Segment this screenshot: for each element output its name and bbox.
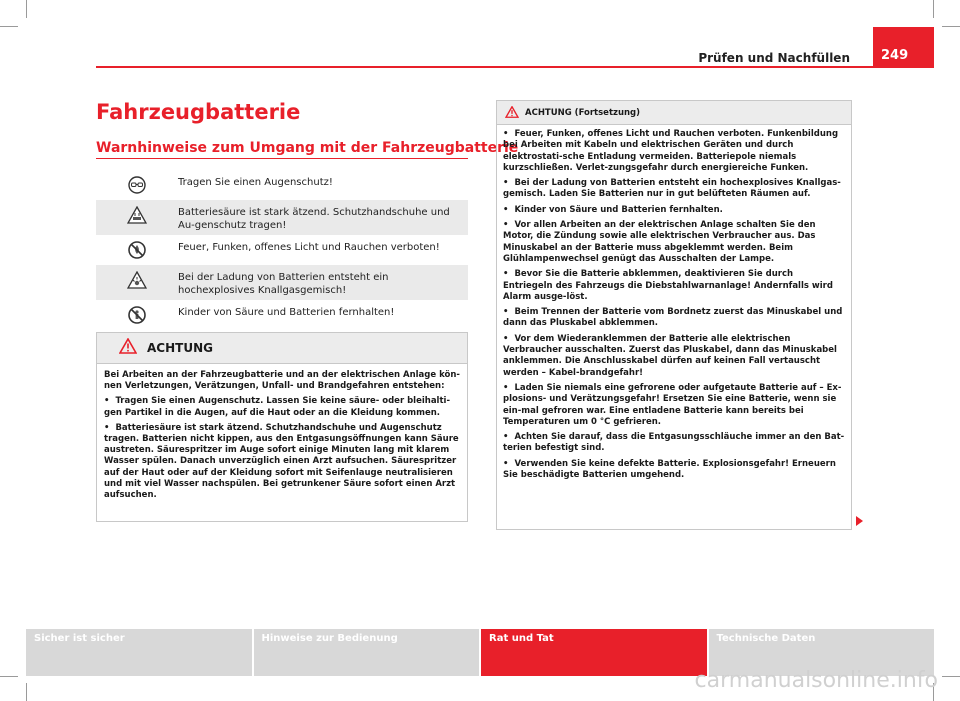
- warning-bullet: • Batteriesäure ist stark ätzend. Schutzhandschuhe und Augenschutz tragen. Batterien nicht kippen, aus den Entgasungsöffnungen kann Säure austreten. Säurespritzer im Auge sofort einige Minuten lang mit klarem Wasser spülen. Danach unverzüglich einen Arzt aufsuchen. Säurespritzer auf der Haut oder auf der Kleidung sofort mit Seifenlauge neutralisieren und mit viel Wasser nachspülen. Bei getrunkener Säure sofort einen Arzt aufsuchen.: [104, 423, 460, 501]
- crop-mark: [26, 0, 27, 18]
- symbol-text: Batteriesäure ist stark ätzend. Schutzhandschuhe und Au-genschutz tragen!: [178, 207, 450, 231]
- symbol-row: [96, 235, 468, 265]
- symbol-text: Feuer, Funken, offenes Licht und Rauchen verboten!: [178, 242, 440, 253]
- warning-bullet: • Vor allen Arbeiten an der elektrischen Anlage schalten Sie den Motor, die Zündung sowie alle elektrischen Verbraucher aus. Das Minuskabel an der Batterie muss abgeklemmt werden. Beim Glühlampenwechsel genügt das Ausschalten der Lampe.: [503, 220, 845, 265]
- explosive-icon: [96, 268, 178, 289]
- symbol-table: [96, 170, 468, 330]
- section-title: Prüfen und Nachfüllen: [698, 51, 850, 65]
- subheading-rule: [96, 158, 468, 159]
- symbol-text: Tragen Sie einen Augenschutz!: [178, 177, 333, 188]
- warning-continued-body: [497, 125, 851, 489]
- page-heading: Fahrzeugbatterie: [96, 100, 301, 124]
- warning-bullet: • Verwenden Sie keine defekte Batterie. Explosionsgefahr! Erneuern Sie beschädigte Batterien umgehend.: [503, 459, 845, 482]
- warning-bullet: • Bevor Sie die Batterie abklemmen, deaktivieren Sie durch Entriegeln des Fahrzeugs die Diebstahlwarnanlage! Andernfalls wird Alarm ausge-löst.: [503, 269, 845, 303]
- crop-mark: [942, 26, 960, 27]
- warning-body: [97, 364, 467, 511]
- goggles-icon: [96, 173, 178, 194]
- warning-bullet: • Feuer, Funken, offenes Licht und Rauchen verboten. Funkenbildung bei Arbeiten mit Kabeln und elektrischen Geräten und durch elektrostati-sche Entladung vermeiden. Batteriepole niemals kurzschließen. Verlet-zungsgefahr durch energiereiche Funken.: [503, 129, 845, 174]
- corrosive-icon: [96, 203, 178, 224]
- warning-triangle-icon: [505, 103, 519, 122]
- symbol-text: Kinder von Säure und Batterien fernhalten!: [178, 307, 395, 318]
- warning-bullet: • Vor dem Wiederanklemmen der Batterie alle elektrischen Verbraucher ausschalten. Zuerst das Pluskabel, dann das Minuskabel anklemmen. Die Anschlusskabel dürfen auf keinen Fall vertauscht werden – Kabel-brandgefahr!: [503, 334, 845, 379]
- warning-bullet: • Achten Sie darauf, dass die Entgasungsschläuche immer an den Bat-terien befestigt sind.: [503, 432, 845, 455]
- warning-title: ACHTUNG: [147, 341, 213, 355]
- header-rule: [96, 66, 934, 68]
- symbol-row: [96, 200, 468, 235]
- symbol-row: [96, 170, 468, 200]
- warning-intro: Bei Arbeiten an der Fahrzeugbatterie und an der elektrischen Anlage kön-nen Verletzungen, Verätzungen, Unfall- und Brandgefahren entstehen:: [104, 370, 460, 392]
- crop-mark: [26, 683, 27, 701]
- crop-mark: [942, 676, 960, 677]
- symbol-row: [96, 300, 468, 330]
- page-number: 249: [881, 48, 909, 63]
- page-number-tab: [873, 27, 934, 68]
- warning-continued-header: [497, 101, 851, 125]
- footer-tab-sicher[interactable]: Sicher ist sicher: [26, 629, 252, 676]
- watermark: carmanualsonline.info: [694, 668, 938, 693]
- page-subheading: Warnhinweise zum Umgang mit der Fahrzeugbatterie: [96, 140, 519, 156]
- warning-box: [96, 332, 468, 522]
- crop-mark: [933, 0, 934, 18]
- crop-mark: [0, 26, 18, 27]
- warning-bullet: • Laden Sie niemals eine gefrorene oder aufgetaute Batterie auf – Ex-plosions- und Verätzungsgefahr! Ersetzen Sie eine Batterie, wenn sie ein-mal gefroren war. Eine entladene Batterie kann bereits bei Temperaturen um 0 °C gefrieren.: [503, 383, 845, 428]
- no-fire-icon: [96, 238, 178, 259]
- warning-bullet: • Kinder von Säure und Batterien fernhalten.: [503, 205, 845, 216]
- warning-triangle-icon: [119, 338, 137, 358]
- footer-tab-rat-und-tat[interactable]: Rat und Tat: [481, 629, 707, 676]
- warning-bullet: • Tragen Sie einen Augenschutz. Lassen Sie keine säure- oder bleihalti-gen Partikel in die Augen, auf die Haut oder an die Kleidung kommen.: [104, 396, 460, 418]
- warning-header: [97, 333, 467, 364]
- keep-children-away-icon: [96, 303, 178, 324]
- warning-continued-title: ACHTUNG (Fortsetzung): [525, 107, 641, 118]
- warning-bullet: • Bei der Ladung von Batterien entsteht ein hochexplosives Knallgas-gemisch. Laden Sie Batterien nur in gut belüfteten Räumen auf.: [503, 178, 845, 201]
- crop-mark: [0, 676, 18, 677]
- continue-arrow-icon: [856, 516, 863, 526]
- warning-bullet: • Beim Trennen der Batterie vom Bordnetz zuerst das Minuskabel und dann das Pluskabel abklemmen.: [503, 307, 845, 330]
- symbol-text: Bei der Ladung von Batterien entsteht ein hochexplosives Knallgasgemisch!: [178, 272, 389, 296]
- footer-tab-technische-daten[interactable]: Technische Daten: [709, 629, 935, 676]
- warning-continued-box: [496, 100, 852, 530]
- symbol-row: [96, 265, 468, 300]
- footer-tab-hinweise[interactable]: Hinweise zur Bedienung: [254, 629, 480, 676]
